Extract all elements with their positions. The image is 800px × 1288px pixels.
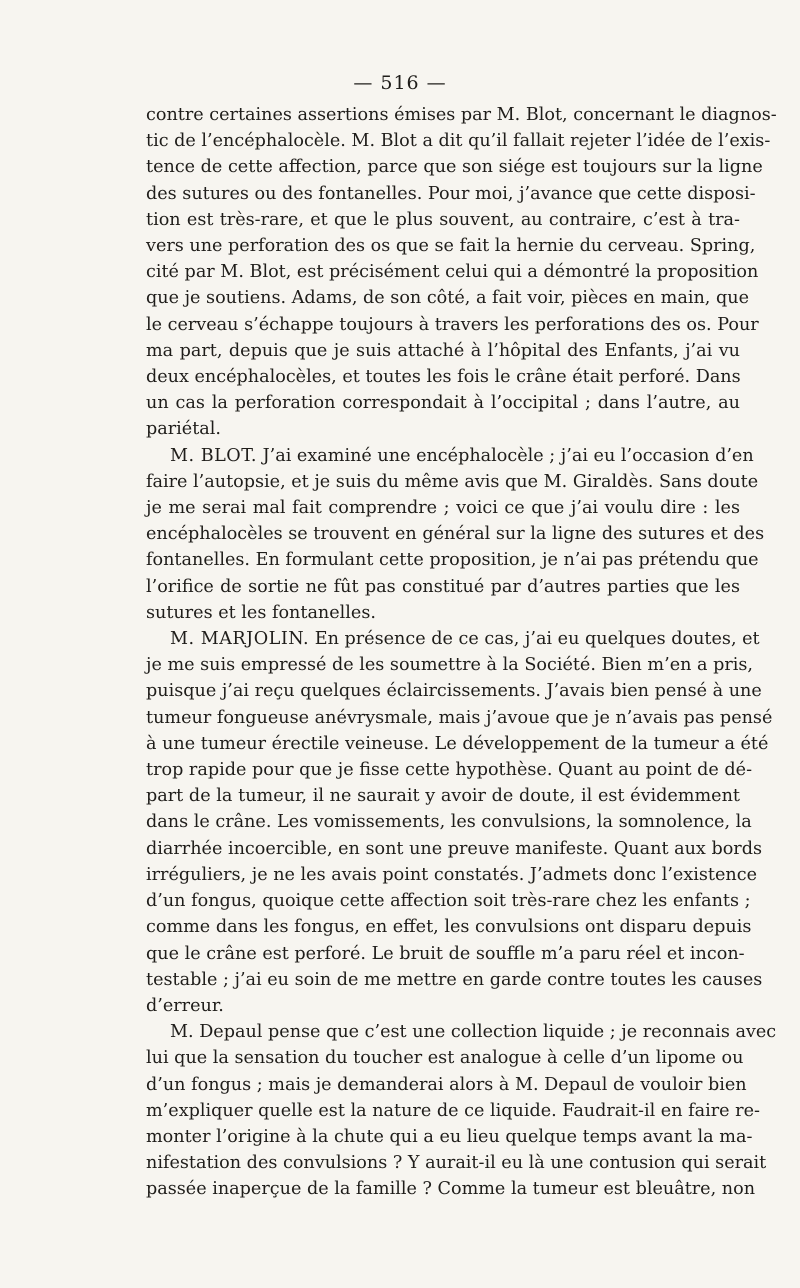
text-line: ma part, depuis que je suis attaché à l’hôpital des Enfants, j’ai vu [146,340,740,361]
text-line: monter l’origine à la chute qui a eu lieu quelque temps avant la ma- [146,1126,753,1147]
text-line-first [146,443,754,469]
text-line: En présence de ce cas, j’ai eu quelques doutes, et [314,629,760,650]
speaker-name: M. MARJOLIN. [170,629,310,650]
text-line: tic de l’encéphalocèle. M. Blot a dit qu’il fallait rejeter l’idée de l’exis- [146,131,771,152]
text-line: lui que la sensation du toucher est analogue à celle d’un lipome ou [146,1048,744,1069]
text-line: sutures et les fontanelles. [146,602,376,623]
text-line: puisque j’ai reçu quelques éclaircissements. J’avais bien pensé à une [146,681,762,702]
text-line: nifestation des convulsions ? Y aurait-il eu là une contusion qui serait [146,1153,767,1174]
text-line: tion est très-rare, et que le plus souvent, au contraire, c’est à tra- [146,209,740,230]
body-text [146,102,777,1203]
text-line: comme dans les fongus, en effet, les convulsions ont disparu depuis [146,917,752,938]
text-line: vers une perforation des os que se fait la hernie du cerveau. Spring, [146,236,756,257]
text-line: d’un fongus, quoique cette affection soit très-rare chez les enfants ; [146,891,751,912]
text-line: le cerveau s’échappe toujours à travers les perforations des os. Pour [146,314,759,335]
text-line-first [146,626,760,652]
paragraph-blot [146,443,765,626]
text-line: je me suis empressé de les soumettre à la Société. Bien m’en a pris, [146,655,754,676]
paragraph-1 [146,102,777,443]
text-line: part de la tumeur, il ne saurait y avoir de doute, il est évidemment [146,786,740,807]
text-line: passée inaperçue de la famille ? Comme la tumeur est bleuâtre, non [146,1179,756,1200]
text-line: fontanelles. En formulant cette proposition, je n’ai pas prétendu que [146,550,759,571]
text-line: deux encéphalocèles, et toutes les fois le crâne était perforé. Dans [146,367,741,388]
text-line: tumeur fongueuse anévrysmale, mais j’avoue que je n’avais pas pensé [146,707,773,728]
text-line: faire l’autopsie, et je suis du même avis que M. Giraldès. Sans doute [146,471,759,492]
page-number: — 516 — [353,72,447,94]
text-line: cité par M. Blot, est précisément celui qui a démontré la proposition [146,262,759,283]
text-line: encéphalocèles se trouvent en général sur la ligne des sutures et des [146,524,765,545]
speaker-name: M. BLOT. [170,445,257,466]
text-line: testable ; j’ai eu soin de me mettre en garde contre toutes les causes [146,969,763,990]
text-line: je me serai mal fait comprendre ; voici ce que j’ai voulu dire : les [146,498,740,519]
text-line: diarrhée incoercible, en sont une preuve manifeste. Quant aux bords [146,838,762,859]
text-line: J’ai examiné une encéphalocèle ; j’ai eu l’occasion d’en [262,445,754,466]
text-line: M. Depaul pense que c’est une collection liquide ; je reconnais avec [170,1022,777,1043]
paragraph-4 [146,1019,777,1202]
text-line: pariétal. [146,419,221,440]
text-line: l’orifice de sortie ne fût pas constitué par d’autres parties que les [146,576,740,597]
text-line: contre certaines assertions émises par M. Blot, concernant le diagnos- [146,105,777,125]
paragraph-marjolin [146,626,773,1019]
text-line: tence de cette affection, parce que son siége est toujours sur la ligne [146,157,763,178]
text-line: d’un fongus ; mais je demanderai alors à M. Depaul de vouloir bien [146,1074,747,1095]
text-line: à une tumeur érectile veineuse. Le développement de la tumeur a été [146,733,769,754]
text-line: que le crâne est perforé. Le bruit de souffle m’a paru réel et incon- [146,943,745,964]
text-line: irréguliers, je ne les avais point constatés. J’admets donc l’existence [146,864,758,885]
text-line: m’expliquer quelle est la nature de ce liquide. Faudrait-il en faire re- [146,1100,760,1121]
text-line: un cas la perforation correspondait à l’occipital ; dans l’autre, au [146,393,740,414]
text-line: d’erreur. [146,995,224,1016]
text-line: trop rapide pour que je fisse cette hypothèse. Quant au point de dé- [146,760,753,781]
text-line: que je soutiens. Adams, de son côté, a fait voir, pièces en main, que [146,288,749,309]
text-line: dans le crâne. Les vomissements, les convulsions, la somnolence, la [146,812,752,833]
text-line: des sutures ou des fontanelles. Pour moi, j’avance que cette disposi- [146,183,756,204]
